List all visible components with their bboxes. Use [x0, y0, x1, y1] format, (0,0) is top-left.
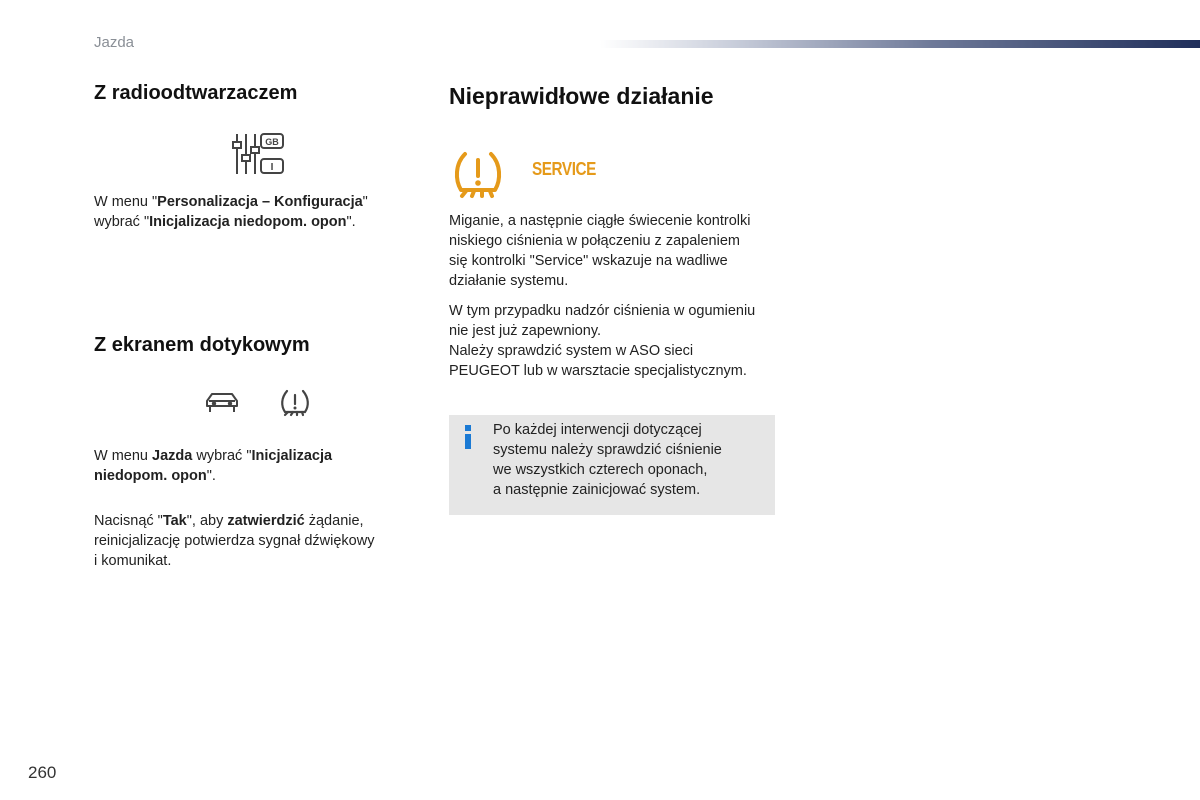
equalizer-settings-icon	[228, 131, 286, 177]
text-line: a następnie zainicjować system.	[493, 482, 701, 498]
text-line: niskiego ciśnienia w połączeniu z zapaleniem	[449, 233, 740, 249]
language-i-label: I	[270, 162, 274, 173]
text-line: Miganie, a następnie ciągłe świecenie kontrolki	[449, 213, 751, 229]
running-header: Jazda	[94, 34, 135, 51]
heading-touchscreen: Z ekranem dotykowym	[94, 334, 310, 356]
text-line: działanie systemu.	[449, 273, 569, 289]
radio-instruction-line-1: W menu "Personalizacja – Konfiguracja"	[94, 194, 368, 210]
malfunction-paragraph-1	[449, 211, 789, 291]
info-icon	[463, 425, 473, 449]
heading-radio: Z radioodtwarzaczem	[94, 82, 298, 104]
touch-instruction-line-1: W menu Jazda wybrać "Inicjalizacja	[94, 448, 333, 464]
confirm-instruction-line-3: i komunikat.	[94, 553, 172, 569]
text-line: nie jest już zapewniony.	[449, 323, 602, 339]
confirm-instruction-line-1: Nacisnąć "Tak", aby zatwierdzić żądanie,	[94, 513, 364, 529]
heading-malfunction: Nieprawidłowe działanie	[449, 83, 714, 109]
language-gb-label: GB	[265, 137, 279, 147]
text-line: Należy sprawdzić system w ASO sieci	[449, 343, 694, 359]
text-line: systemu należy sprawdzić ciśnienie	[493, 442, 722, 458]
service-warning-label: SERVICE	[532, 159, 596, 179]
info-box	[449, 415, 775, 515]
tire-pressure-warning-icon	[279, 388, 311, 418]
tire-pressure-warning-icon-orange	[452, 150, 504, 200]
malfunction-paragraph-2	[449, 301, 789, 381]
text-line: W tym przypadku nadzór ciśnienia w ogumieniu	[449, 303, 756, 319]
text-line: się kontrolki "Service" wskazuje na wadliwe	[449, 253, 728, 269]
text-line: Po każdej interwencji dotyczącej	[493, 422, 702, 438]
confirm-instruction-line-2: reinicjalizację potwierdza sygnał dźwiękowy	[94, 533, 375, 549]
text-line: PEUGEOT lub w warsztacie specjalistycznym.	[449, 363, 747, 379]
car-icon	[203, 390, 241, 416]
touch-instruction-line-2: niedopom. opon".	[94, 468, 216, 484]
info-text	[493, 420, 763, 500]
page-number: 260	[28, 763, 57, 782]
text-line: we wszystkich czterech oponach,	[493, 462, 708, 478]
radio-instruction-line-2: wybrać "Inicjalizacja niedopom. opon".	[94, 214, 356, 230]
header-gradient-bar	[600, 40, 1200, 48]
